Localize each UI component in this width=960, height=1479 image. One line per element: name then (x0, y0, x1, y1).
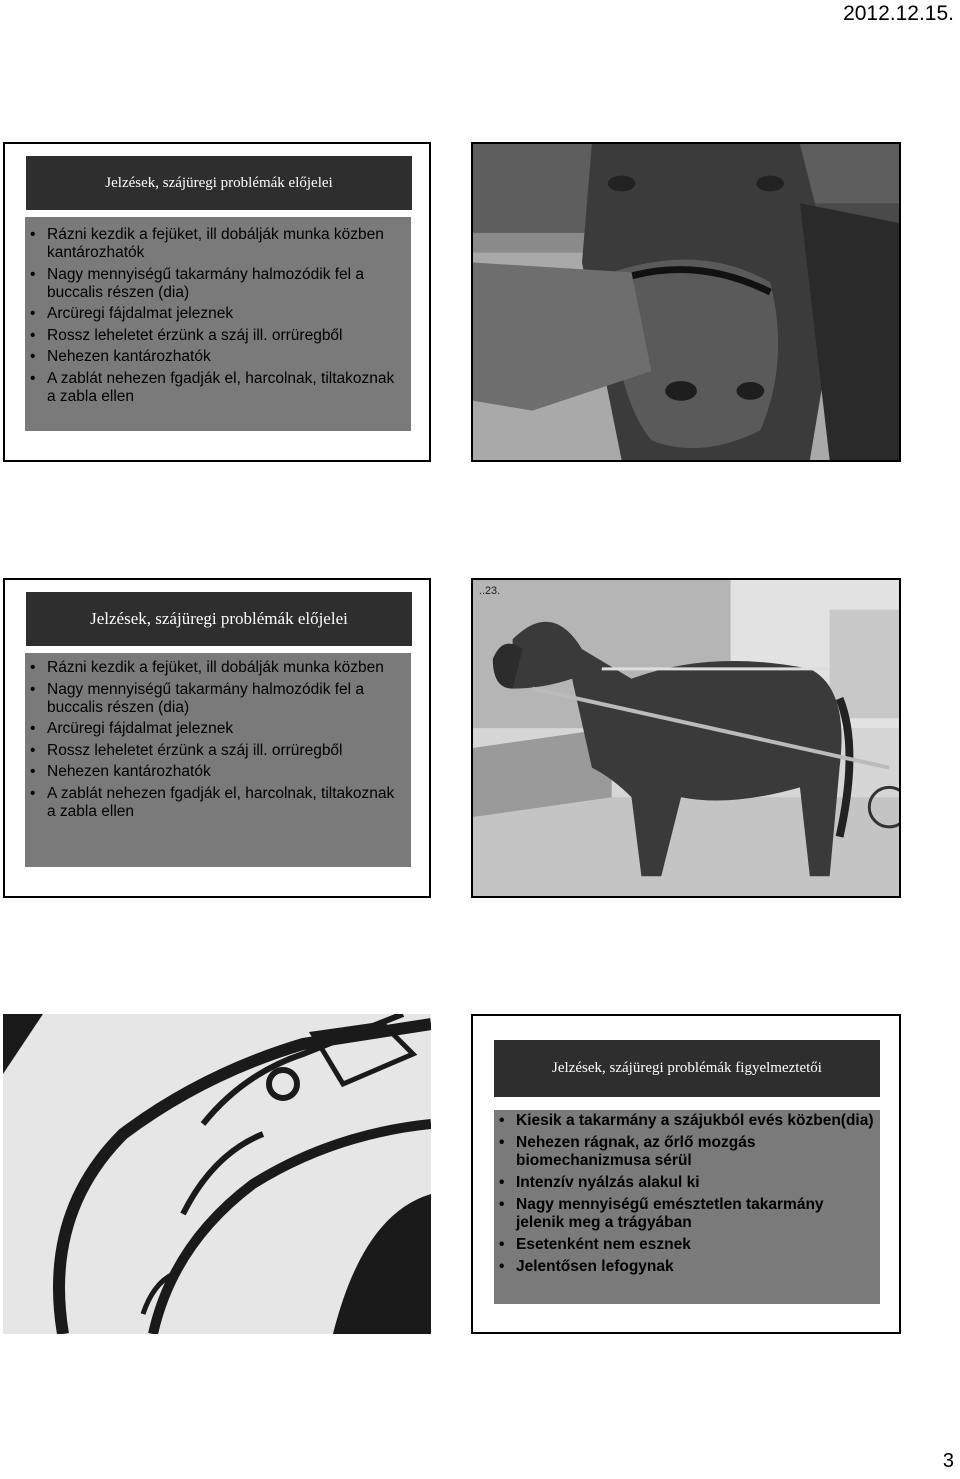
slide-title: Jelzések, szájüregi problémák előjelei (26, 592, 412, 646)
list-item: • Rossz leheletet érzünk a száj ill. orrüregből (27, 327, 405, 345)
list-item: • Intenzív nyálzás alakul ki (496, 1174, 874, 1192)
harnessed-horse-photo (471, 578, 901, 898)
slide-body (494, 1110, 880, 1304)
list-item: • Jelentősen lefogynak (496, 1258, 874, 1276)
slide-text-3 (471, 1014, 901, 1334)
date-stamp: 2012.12.15. (843, 2, 954, 25)
horse-head-photo (471, 142, 901, 462)
photo-corner-label: ..23. (478, 584, 501, 597)
list-item: • A zablát nehezen fgadják el, harcolnak, tiltakoznak a zabla ellen (27, 370, 405, 406)
list-item: • Nehezen kantározhatók (27, 348, 405, 366)
list-item: • Nehezen rágnak, az őrlő mozgás biomechanizmusa sérül (496, 1134, 874, 1170)
list-item: • Nehezen kantározhatók (27, 763, 405, 781)
slide-body (25, 653, 411, 867)
list-item: • Nagy mennyiségű takarmány halmozódik fel a buccalis részen (dia) (27, 681, 405, 717)
slide-body (25, 217, 411, 431)
list-item: • Rázni kezdik a fejüket, ill dobálják munka közben (27, 659, 405, 677)
list-item: • Nagy mennyiségű takarmány halmozódik fel a buccalis részen (dia) (27, 266, 405, 302)
list-item: • Rossz leheletet érzünk a száj ill. orrüregből (27, 742, 405, 760)
list-item: • A zablát nehezen fgadják el, harcolnak, tiltakoznak a zabla ellen (27, 785, 405, 821)
mouth-diagram-image (3, 1014, 431, 1334)
slide-title: Jelzések, szájüregi problémák figyelmeztetői (494, 1040, 880, 1097)
slide-text-1 (3, 142, 431, 462)
list-item: • Arcüregi fájdalmat jeleznek (27, 720, 405, 738)
list-item: • Rázni kezdik a fejüket, ill dobálják munka közben kantározhatók (27, 226, 405, 262)
list-item: • Esetenként nem esznek (496, 1236, 874, 1254)
slide-text-2 (3, 578, 431, 898)
page-number: 3 (942, 1450, 954, 1472)
list-item: • Nagy mennyiségű emésztetlen takarmány jelenik meg a trágyában (496, 1196, 874, 1232)
list-item: • Arcüregi fájdalmat jeleznek (27, 305, 405, 323)
list-item: • Kiesik a takarmány a szájukból evés közben(dia) (496, 1112, 874, 1130)
slide-title: Jelzések, szájüregi problémák előjelei (26, 156, 412, 210)
